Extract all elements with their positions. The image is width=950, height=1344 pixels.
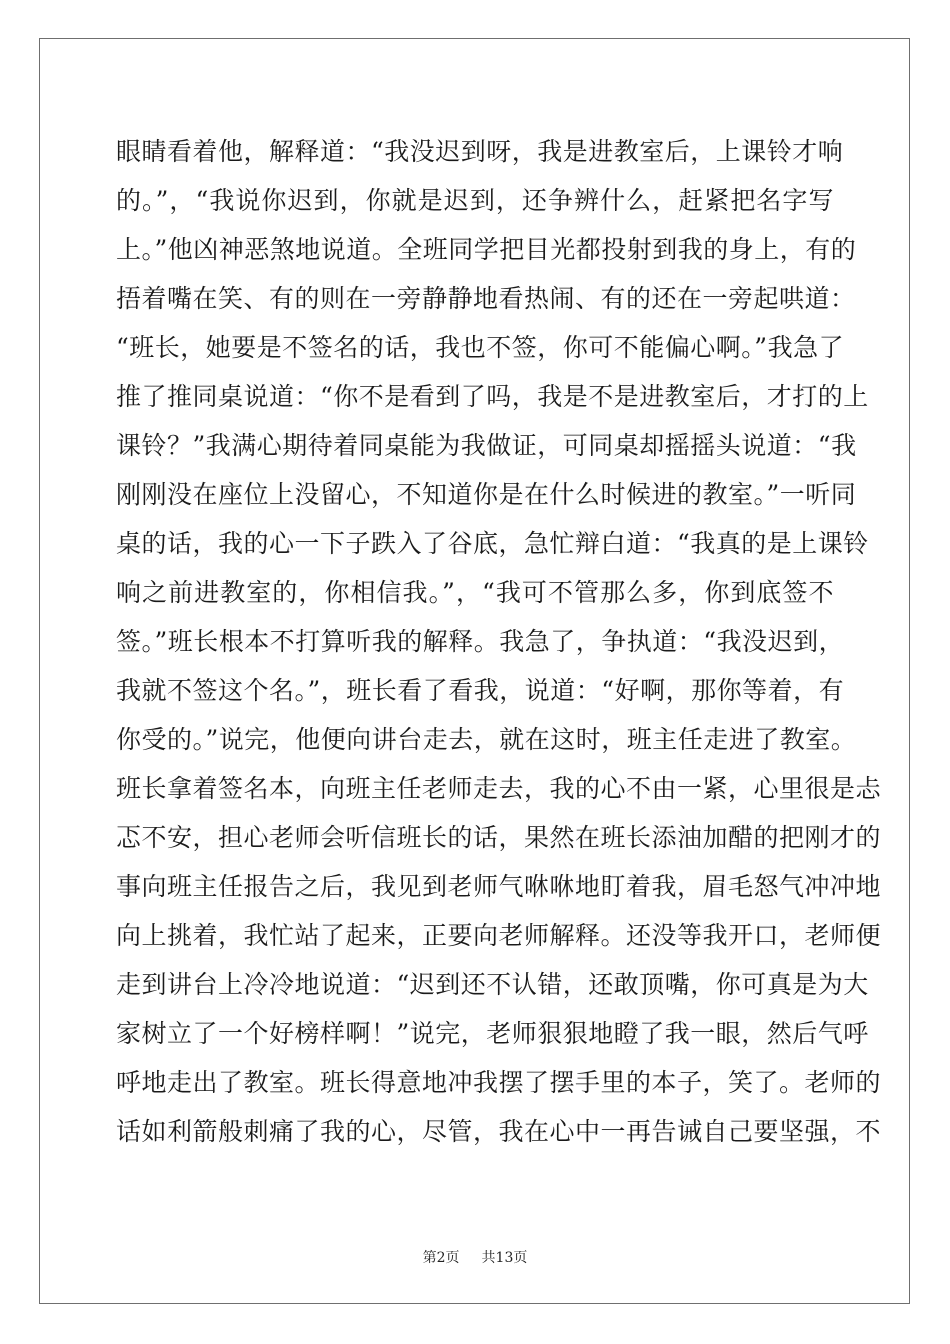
text-line: 向上挑着，我忙站了起来，正要向老师解释。还没等我开口，老师便 [116,921,882,950]
text-line: 的。”，“我说你迟到，你就是迟到，还争辨什么，赶紧把名字写 [116,186,834,215]
text-line: 上。”他凶神恶煞地说道。全班同学把目光都投射到我的身上，有的 [116,235,857,264]
text-line: 签。”班长根本不打算听我的解释。我急了，争执道：“我没迟到， [116,627,845,656]
text-line: 响之前进教室的，你相信我。”，“我可不管那么多，你到底签不 [116,578,834,607]
text-line: “班长，她要是不签名的话，我也不签，你可不能偏心啊。”我急了 [116,333,845,362]
text-line: 我就不签这个名。”，班长看了看我，说道：“好啊，那你等着，有 [116,676,845,705]
text-line: 课铃？”我满心期待着同桌能为我做证，可同桌却摇摇头说道：“我 [116,431,857,460]
text-line: 刚刚没在座位上没留心，不知道你是在什么时候进的教室。”一听同 [116,480,857,509]
text-line: 忑不安，担心老师会听信班长的话，果然在班长添油加醋的把刚才的 [116,823,882,852]
text-line: 班长拿着签名本，向班主任老师走去，我的心不由一紧，心里很是忐 [116,774,882,803]
text-line: 捂着嘴在笑、有的则在一旁静静地看热闹、有的还在一旁起哄道： [116,284,856,313]
text-line: 话如利箭般刺痛了我的心，尽管，我在心中一再告诫自己要坚强，不 [116,1117,882,1146]
text-line: 家树立了一个好榜样啊！”说完，老师狠狠地瞪了我一眼，然后气呼 [116,1019,869,1048]
text-line: 推了推同桌说道：“你不是看到了吗，我是不是进教室后，才打的上 [116,382,869,411]
text-line: 走到讲台上冷冷地说道：“迟到还不认错，还敢顶嘴，你可真是为大 [116,970,869,999]
page-footer [0,1248,950,1268]
text-line: 你受的。”说完，他便向讲台走去，就在这时，班主任走进了教室。 [116,725,857,754]
total-pages: 共13页 [481,1250,528,1266]
page-number: 第2页 [422,1250,460,1266]
body-text [116,127,882,1156]
text-line: 眼睛看着他，解释道：“我没迟到呀，我是进教室后，上课铃才响 [116,137,844,166]
text-line: 呼地走出了教室。班长得意地冲我摆了摆手里的本子，笑了。老师的 [116,1068,882,1097]
text-line: 事向班主任报告之后，我见到老师气咻咻地盯着我，眉毛怒气冲冲地 [116,872,882,901]
text-line: 桌的话，我的心一下子跌入了谷底，急忙辩白道：“我真的是上课铃 [116,529,869,558]
